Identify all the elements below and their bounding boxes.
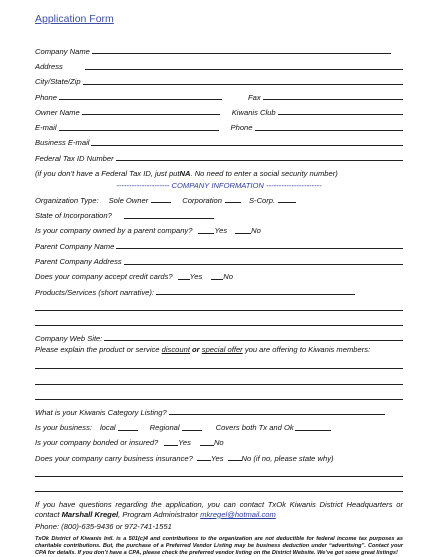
products-row bbox=[35, 281, 403, 296]
phone-field[interactable] bbox=[59, 91, 222, 100]
sole-owner-field[interactable] bbox=[151, 194, 171, 203]
company-info-banner: --------------------- COMPANY INFORMATION ---------------------- bbox=[116, 180, 322, 190]
federal-tax-id-label: Federal Tax ID Number bbox=[35, 153, 114, 163]
contact-text: If you have questions regarding the application, you can contact TxOk Kiwanis District Headquarters or contact bbox=[35, 499, 403, 519]
business-scope-row bbox=[35, 416, 403, 431]
insurance-yes-field[interactable] bbox=[197, 452, 211, 461]
tax-note-text-end: . No need to enter a social security number) bbox=[190, 169, 338, 179]
parent-owned-no-field[interactable] bbox=[235, 225, 251, 234]
kiwanis-club-label: Kiwanis Club bbox=[231, 107, 276, 117]
products-field[interactable] bbox=[156, 286, 355, 295]
fax-label: Fax bbox=[247, 92, 261, 102]
discount-text-end: you are offering to Kiwanis members: bbox=[242, 345, 371, 355]
website-row bbox=[35, 327, 403, 342]
sole-owner-label: Sole Owner bbox=[108, 195, 149, 205]
insurance-question: Does your company carry business insurance? bbox=[35, 453, 193, 463]
email-label: E-mail bbox=[35, 123, 57, 133]
parent-name-label: Parent Company Name bbox=[35, 241, 115, 251]
phone-label: Phone bbox=[35, 92, 57, 102]
insurance-row bbox=[35, 447, 403, 462]
parent-owned-yes-field[interactable] bbox=[198, 225, 214, 234]
insurance-field-2[interactable] bbox=[35, 468, 403, 477]
business-scope-label: Is your business: bbox=[35, 423, 92, 433]
contact-phone: Phone: (800)-635-9436 or 972-741-1551 bbox=[35, 521, 172, 531]
bonded-yes-field[interactable] bbox=[164, 437, 178, 446]
insurance-no-field[interactable] bbox=[228, 452, 242, 461]
company-name-row bbox=[35, 40, 403, 55]
email-field[interactable] bbox=[59, 122, 219, 131]
both-states-label: Covers both Tx and Ok bbox=[215, 423, 294, 433]
insurance-field-3[interactable] bbox=[35, 483, 403, 492]
s-corp-label: S-Corp. bbox=[248, 195, 276, 205]
fax-field[interactable] bbox=[263, 91, 403, 100]
business-email-label: Business E-mail bbox=[35, 138, 90, 148]
contact-paragraph bbox=[35, 500, 403, 520]
parent-name-field[interactable] bbox=[116, 240, 403, 249]
bonded-yes-label: Yes bbox=[178, 438, 191, 448]
state-incorporation-field[interactable] bbox=[124, 210, 214, 219]
contact-name: Marshall Kregel bbox=[61, 509, 119, 519]
corporation-label: Corporation bbox=[182, 195, 222, 205]
contact-email-link[interactable]: mkregel@hotmail.com bbox=[200, 509, 276, 519]
address-row bbox=[35, 55, 403, 70]
bonded-question: Is your company bonded or insured? bbox=[35, 438, 159, 448]
city-state-zip-label: City/State/Zip bbox=[35, 77, 81, 87]
phone-fax-row bbox=[35, 86, 403, 101]
bonded-row bbox=[35, 432, 403, 447]
email-phone-row bbox=[35, 116, 403, 131]
parent-owned-question: Is your company owned by a parent company? bbox=[35, 226, 193, 236]
parent-address-row bbox=[35, 250, 403, 265]
products-field-3[interactable] bbox=[35, 317, 403, 326]
address-field[interactable] bbox=[85, 61, 403, 70]
application-form bbox=[35, 40, 403, 557]
tax-note bbox=[35, 162, 403, 177]
website-field[interactable] bbox=[104, 332, 403, 341]
org-type-label: Organization Type: bbox=[35, 195, 99, 205]
credit-cards-no-label: No bbox=[223, 272, 233, 282]
federal-tax-id-field[interactable] bbox=[116, 152, 403, 161]
parent-address-field[interactable] bbox=[124, 256, 403, 265]
company-name-field[interactable] bbox=[92, 45, 391, 54]
contact-role: , Program Administrator bbox=[118, 509, 201, 519]
business-email-row bbox=[35, 132, 403, 147]
regional-field[interactable] bbox=[182, 422, 202, 431]
business-email-field[interactable] bbox=[91, 137, 403, 146]
discount-or: or bbox=[189, 345, 202, 355]
discount-field-1[interactable] bbox=[35, 360, 403, 369]
parent-owned-yes-label: Yes bbox=[214, 226, 228, 236]
tax-disclaimer: TxOk District of Kiwanis Intl. is a 501(c)4 and contributions to the organization are not deductible for federal income tax purposes as charitable contributions. But, the purchase of a Preferred Vendor Listing may be business deduction under “advertising”. Contact your CPA for details. If you don’t have a CPA, please check the preferred vendor listing on the District Website. We’ve got some great listings! bbox=[35, 535, 403, 557]
products-label: Products/Services (short narrative): bbox=[35, 287, 155, 297]
discount-word: discount bbox=[161, 345, 190, 355]
discount-line-1 bbox=[35, 355, 403, 370]
both-states-field[interactable] bbox=[295, 422, 331, 431]
discount-line-3 bbox=[35, 386, 403, 401]
state-incorporation-row bbox=[35, 204, 403, 219]
special-offer-word: special offer bbox=[201, 345, 243, 355]
owner-club-row bbox=[35, 101, 403, 116]
parent-name-row bbox=[35, 235, 403, 250]
form-title: Application Form bbox=[35, 13, 114, 25]
insurance-line-2 bbox=[35, 462, 403, 477]
s-corp-field[interactable] bbox=[278, 194, 296, 203]
regional-label: Regional bbox=[149, 423, 180, 433]
credit-cards-yes-label: Yes bbox=[189, 272, 203, 282]
insurance-line-3 bbox=[35, 478, 403, 493]
discount-field-2[interactable] bbox=[35, 376, 403, 385]
bonded-no-field[interactable] bbox=[200, 437, 214, 446]
category-label: What is your Kiwanis Category Listing? bbox=[35, 407, 167, 417]
discount-question bbox=[35, 345, 403, 355]
tax-note-text: (if you don’t have a Federal Tax ID, just put bbox=[35, 169, 180, 179]
credit-cards-question: Does your company accept credit cards? bbox=[35, 272, 173, 282]
phone2-label: Phone bbox=[230, 123, 253, 133]
category-field[interactable] bbox=[169, 406, 385, 415]
address-label: Address bbox=[35, 62, 63, 71]
discount-text: Please explain the product or service bbox=[35, 345, 162, 355]
parent-owned-no-label: No bbox=[251, 226, 261, 236]
products-line-2 bbox=[35, 296, 403, 311]
org-type-row bbox=[35, 189, 403, 204]
corporation-field[interactable] bbox=[225, 194, 241, 203]
phone2-field[interactable] bbox=[255, 122, 404, 131]
credit-cards-row bbox=[35, 266, 403, 281]
tax-note-na: NA bbox=[179, 169, 191, 179]
owner-name-field[interactable] bbox=[82, 106, 220, 115]
insurance-no-label: No (if no, please state why) bbox=[241, 453, 334, 463]
insurance-yes-label: Yes bbox=[210, 453, 224, 463]
bonded-no-label: No bbox=[213, 438, 224, 448]
products-line-3 bbox=[35, 312, 403, 327]
state-incorporation-label: State of Incorporation? bbox=[35, 211, 112, 221]
credit-cards-no-field[interactable] bbox=[211, 271, 223, 280]
city-state-zip-field[interactable] bbox=[83, 76, 403, 85]
discount-field-3[interactable] bbox=[35, 391, 403, 400]
website-label: Company Web Site: bbox=[35, 333, 103, 343]
company-name-label: Company Name bbox=[35, 46, 90, 56]
local-label: local bbox=[99, 423, 116, 433]
discount-line-2 bbox=[35, 370, 403, 385]
parent-address-label: Parent Company Address bbox=[35, 257, 122, 267]
kiwanis-club-field[interactable] bbox=[278, 106, 403, 115]
category-row bbox=[35, 401, 403, 416]
federal-tax-id-row bbox=[35, 147, 403, 162]
local-field[interactable] bbox=[118, 422, 138, 431]
parent-owned-row bbox=[35, 220, 403, 235]
city-state-zip-row bbox=[35, 71, 403, 86]
products-field-2[interactable] bbox=[35, 302, 403, 311]
credit-cards-yes-field[interactable] bbox=[178, 271, 190, 280]
owner-name-label: Owner Name bbox=[35, 107, 80, 117]
